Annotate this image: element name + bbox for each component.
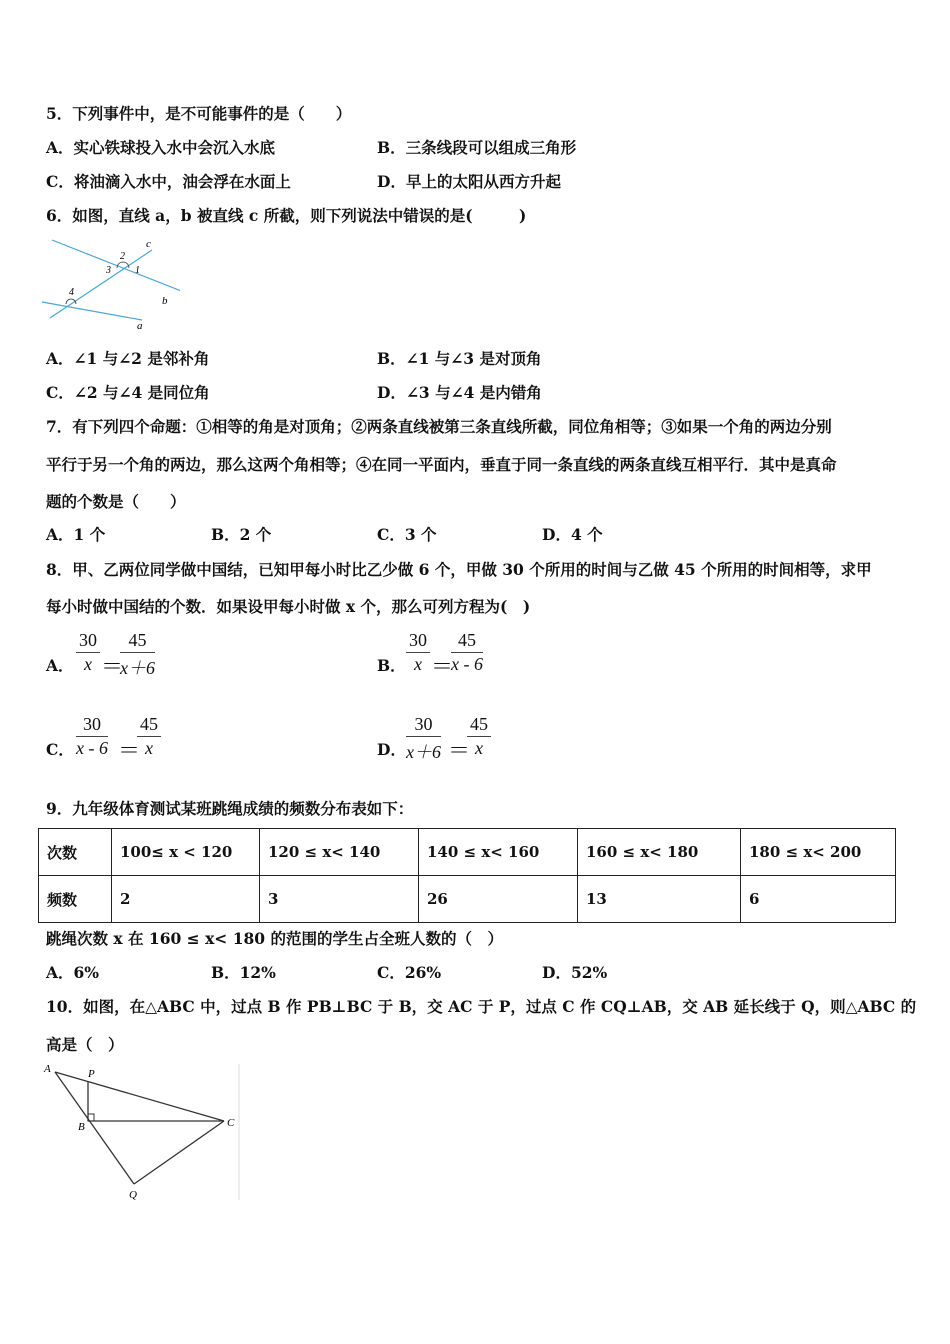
q5-option-a[interactable]: A．实心铁球投入水中会沉入水底 (46, 138, 276, 157)
table-cell: 次数 (39, 829, 112, 876)
table-cell: 13 (578, 876, 741, 923)
table-row (39, 829, 896, 876)
q7-line1: 7．有下列四个命题：①相等的角是对顶角；②两条直线被第三条直线所截，同位角相等；③如果一个角的两边分别 (46, 417, 832, 436)
segment-ac (55, 1072, 224, 1121)
q9-stem: 9．九年级体育测试某班跳绳成绩的频数分布表如下： (46, 799, 414, 818)
q8-option-b-label[interactable]: B． (377, 656, 406, 675)
q7-option-a[interactable]: A．1 个 (46, 525, 106, 544)
q6-option-c[interactable]: C．∠2 与∠4 是同位角 (46, 383, 210, 402)
label-p: P (88, 1068, 95, 1080)
table-cell: 2 (112, 876, 260, 923)
label-a: a (137, 320, 143, 332)
label-a: A (44, 1063, 51, 1075)
label-b: B (78, 1121, 85, 1133)
label-b: b (162, 295, 168, 307)
table-cell: 160 ≤ x< 180 (578, 829, 741, 876)
q8-c-frac1: $\frac{30}{x - 6}$ (76, 714, 108, 758)
label-1: 1 (135, 265, 140, 276)
q9-option-d[interactable]: D．52% (542, 963, 608, 982)
q5-stem: 5．下列事件中，是不可能事件的是（ ） (46, 104, 352, 123)
segment-qc (134, 1121, 224, 1184)
q10-line1: 10．如图，在△ABC 中，过点 B 作 PB⊥BC 于 B，交 AC 于 P，过点 C 作 CQ⊥AB，交 AB 延长线于 Q，则△ABC 的 (46, 997, 917, 1016)
q6-option-a[interactable]: A．∠1 与∠2 是邻补角 (46, 349, 210, 368)
label-c: C (227, 1117, 235, 1129)
q7-line3: 题的个数是（ ） (46, 492, 186, 511)
q5-option-b[interactable]: B．三条线段可以组成三角形 (377, 138, 577, 157)
equals-sign: ＝ (431, 654, 454, 679)
segment-aq (55, 1072, 134, 1184)
q10-line2: 高是（ ） (46, 1035, 124, 1054)
q8-a-frac2: $\frac{45}{x+6}$ (120, 630, 155, 678)
q8-option-c-label[interactable]: C． (46, 740, 74, 759)
q9-option-b[interactable]: B．12% (211, 963, 276, 982)
q5-option-c[interactable]: C．将油滴入水中，油会浮在水面上 (46, 172, 291, 191)
q9-option-a[interactable]: A．6% (46, 963, 100, 982)
label-4: 4 (69, 287, 74, 298)
equals-sign: ＝ (101, 654, 124, 679)
table-cell: 100≤ x < 120 (112, 829, 260, 876)
q6-option-d[interactable]: D．∠3 与∠4 是内错角 (377, 383, 542, 402)
label-2: 2 (120, 251, 125, 262)
q8-option-a-label[interactable]: A． (46, 656, 74, 675)
equals-sign: ＝ (448, 738, 471, 763)
q8-line2: 每小时做中国结的个数．如果设甲每小时做 x 个，那么可列方程为( ) (46, 597, 531, 616)
q5-option-d[interactable]: D．早上的太阳从西方升起 (377, 172, 561, 191)
line-a (42, 302, 142, 320)
q6-figure (40, 234, 180, 334)
q6-stem: 6．如图，直线 a，b 被直线 c 所截，则下列说法中错误的是( ) (46, 206, 527, 225)
q8-d-frac2: $\frac{45}{x}$ (467, 714, 491, 759)
q9-option-c[interactable]: C．26% (377, 963, 442, 982)
q9-question: 跳绳次数 x 在 160 ≤ x< 180 的范围的学生占全班人数的（ ） (46, 929, 503, 948)
table-cell: 3 (260, 876, 419, 923)
q8-c-frac2: $\frac{45}{x}$ (137, 714, 161, 759)
table-row (39, 876, 896, 923)
q8-b-frac1: $\frac{30}{x}$ (406, 630, 430, 675)
q8-option-d-label[interactable]: D． (377, 740, 406, 759)
q6-option-b[interactable]: B．∠1 与∠3 是对顶角 (377, 349, 542, 368)
q8-d-frac1: $\frac{30}{x+6}$ (406, 714, 441, 762)
table-cell: 180 ≤ x< 200 (741, 829, 896, 876)
q7-line2: 平行于另一个角的两边，那么这两个角相等；④在同一平面内，垂直于同一条直线的两条直线互相平行．其中是真命 (46, 455, 837, 474)
q7-option-d[interactable]: D．4 个 (542, 525, 603, 544)
table-cell: 120 ≤ x< 140 (260, 829, 419, 876)
table-cell: 26 (419, 876, 578, 923)
label-q: Q (129, 1189, 137, 1201)
equals-sign: ＝ (118, 738, 141, 763)
q7-option-c[interactable]: C．3 个 (377, 525, 437, 544)
label-3: 3 (106, 265, 111, 276)
label-c: c (146, 238, 151, 250)
q8-line1: 8．甲、乙两位同学做中国结，已知甲每小时比乙少做 6 个，甲做 30 个所用的时间与乙做 45 个所用的时间相等，求甲 (46, 560, 872, 579)
line-c (50, 250, 152, 318)
table-cell: 频数 (39, 876, 112, 923)
q8-a-frac1: $\frac{30}{x}$ (76, 630, 100, 675)
q10-figure (40, 1060, 245, 1205)
frequency-table (38, 828, 896, 923)
q7-option-b[interactable]: B．2 个 (211, 525, 272, 544)
table-cell: 6 (741, 876, 896, 923)
q8-b-frac2: $\frac{45}{x - 6}$ (451, 630, 483, 674)
table-cell: 140 ≤ x< 160 (419, 829, 578, 876)
